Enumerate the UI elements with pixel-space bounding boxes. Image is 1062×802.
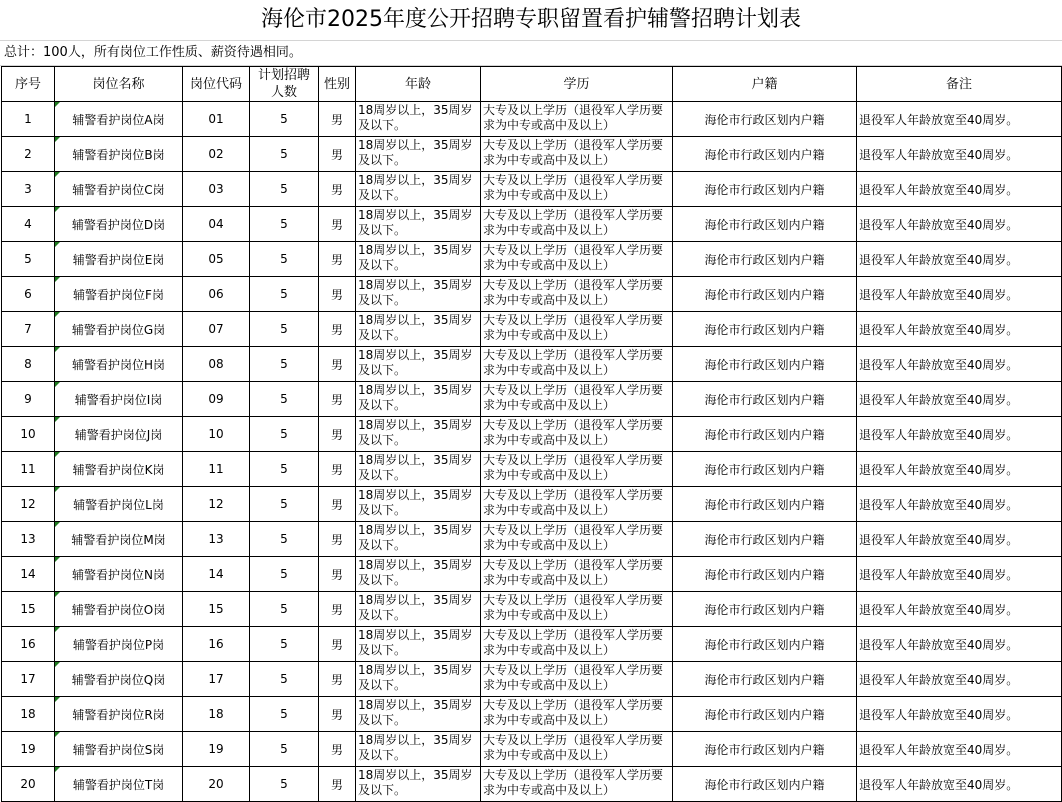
- row-number-cell[interactable]: 4: [2, 207, 55, 242]
- position-name-cell[interactable]: 辅警看护岗位K岗: [55, 452, 183, 487]
- row-number-cell[interactable]: 7: [2, 312, 55, 347]
- age-requirement-cell[interactable]: 18周岁以上，35周岁及以下。: [356, 347, 481, 382]
- gender-cell[interactable]: 男: [319, 522, 356, 557]
- position-name-cell[interactable]: 辅警看护岗位S岗: [55, 732, 183, 767]
- education-requirement-cell[interactable]: 大专及以上学历（退役军人学历要求为中专或高中及以上）: [481, 137, 673, 172]
- gender-cell[interactable]: 男: [319, 417, 356, 452]
- position-name-cell[interactable]: 辅警看护岗位D岗: [55, 207, 183, 242]
- planned-count-cell[interactable]: 5: [250, 627, 319, 662]
- row-number-cell[interactable]: 5: [2, 242, 55, 277]
- hukou-requirement-cell[interactable]: 海伦市行政区划内户籍: [673, 662, 857, 697]
- education-requirement-cell[interactable]: 大专及以上学历（退役军人学历要求为中专或高中及以上）: [481, 417, 673, 452]
- position-code-cell[interactable]: 08: [183, 347, 250, 382]
- hukou-requirement-cell[interactable]: 海伦市行政区划内户籍: [673, 382, 857, 417]
- gender-cell[interactable]: 男: [319, 487, 356, 522]
- table-row: [2, 347, 1062, 382]
- position-code-cell[interactable]: 05: [183, 242, 250, 277]
- hukou-requirement-cell[interactable]: 海伦市行政区划内户籍: [673, 767, 857, 802]
- age-requirement-cell[interactable]: 18周岁以上，35周岁及以下。: [356, 557, 481, 592]
- position-code-cell[interactable]: 06: [183, 277, 250, 312]
- note-cell[interactable]: 退役军人年龄放宽至40周岁。: [857, 697, 1062, 732]
- age-requirement-cell[interactable]: 18周岁以上，35周岁及以下。: [356, 312, 481, 347]
- table-row: [2, 172, 1062, 207]
- hukou-requirement-cell[interactable]: 海伦市行政区划内户籍: [673, 627, 857, 662]
- gender-cell[interactable]: 男: [319, 242, 356, 277]
- planned-count-cell[interactable]: 5: [250, 662, 319, 697]
- position-name-cell[interactable]: 辅警看护岗位E岗: [55, 242, 183, 277]
- note-cell[interactable]: 退役军人年龄放宽至40周岁。: [857, 627, 1062, 662]
- gender-cell[interactable]: 男: [319, 732, 356, 767]
- hukou-requirement-cell[interactable]: 海伦市行政区划内户籍: [673, 417, 857, 452]
- table-row: [2, 732, 1062, 767]
- planned-count-cell[interactable]: 5: [250, 312, 319, 347]
- row-number-cell[interactable]: 2: [2, 137, 55, 172]
- hukou-requirement-cell[interactable]: 海伦市行政区划内户籍: [673, 347, 857, 382]
- education-requirement-cell[interactable]: 大专及以上学历（退役军人学历要求为中专或高中及以上）: [481, 207, 673, 242]
- position-name-cell[interactable]: 辅警看护岗位P岗: [55, 627, 183, 662]
- education-requirement-cell[interactable]: 大专及以上学历（退役军人学历要求为中专或高中及以上）: [481, 312, 673, 347]
- gender-cell[interactable]: 男: [319, 767, 356, 802]
- hukou-requirement-cell[interactable]: 海伦市行政区划内户籍: [673, 102, 857, 137]
- education-requirement-cell[interactable]: 大专及以上学历（退役军人学历要求为中专或高中及以上）: [481, 592, 673, 627]
- note-cell[interactable]: 退役军人年龄放宽至40周岁。: [857, 242, 1062, 277]
- table-row: [2, 662, 1062, 697]
- age-requirement-cell[interactable]: 18周岁以上，35周岁及以下。: [356, 522, 481, 557]
- gender-cell[interactable]: 男: [319, 452, 356, 487]
- note-cell[interactable]: 退役军人年龄放宽至40周岁。: [857, 452, 1062, 487]
- position-name-cell[interactable]: 辅警看护岗位R岗: [55, 697, 183, 732]
- table-row: [2, 557, 1062, 592]
- row-number-cell[interactable]: 20: [2, 767, 55, 802]
- position-name-cell[interactable]: 辅警看护岗位L岗: [55, 487, 183, 522]
- position-name-cell[interactable]: 辅警看护岗位O岗: [55, 592, 183, 627]
- header-education[interactable]: 学历: [481, 67, 673, 102]
- header-note[interactable]: 备注: [857, 67, 1062, 102]
- age-requirement-cell[interactable]: 18周岁以上，35周岁及以下。: [356, 732, 481, 767]
- education-requirement-cell[interactable]: 大专及以上学历（退役军人学历要求为中专或高中及以上）: [481, 102, 673, 137]
- note-cell[interactable]: 退役军人年龄放宽至40周岁。: [857, 172, 1062, 207]
- education-requirement-cell[interactable]: 大专及以上学历（退役军人学历要求为中专或高中及以上）: [481, 732, 673, 767]
- education-requirement-cell[interactable]: 大专及以上学历（退役军人学历要求为中专或高中及以上）: [481, 627, 673, 662]
- education-requirement-cell[interactable]: 大专及以上学历（退役军人学历要求为中专或高中及以上）: [481, 242, 673, 277]
- age-requirement-cell[interactable]: 18周岁以上，35周岁及以下。: [356, 627, 481, 662]
- recruitment-table: [1, 66, 1062, 802]
- row-number-cell[interactable]: 10: [2, 417, 55, 452]
- header-gender[interactable]: 性别: [319, 67, 356, 102]
- note-cell[interactable]: 退役军人年龄放宽至40周岁。: [857, 592, 1062, 627]
- hukou-requirement-cell[interactable]: 海伦市行政区划内户籍: [673, 697, 857, 732]
- hukou-requirement-cell[interactable]: 海伦市行政区划内户籍: [673, 137, 857, 172]
- table-row: [2, 207, 1062, 242]
- position-name-cell[interactable]: 辅警看护岗位J岗: [55, 417, 183, 452]
- planned-count-cell[interactable]: 5: [250, 382, 319, 417]
- table-row: [2, 382, 1062, 417]
- position-code-cell[interactable]: 10: [183, 417, 250, 452]
- education-requirement-cell[interactable]: 大专及以上学历（退役军人学历要求为中专或高中及以上）: [481, 277, 673, 312]
- age-requirement-cell[interactable]: 18周岁以上，35周岁及以下。: [356, 487, 481, 522]
- education-requirement-cell[interactable]: 大专及以上学历（退役军人学历要求为中专或高中及以上）: [481, 172, 673, 207]
- position-name-cell[interactable]: 辅警看护岗位N岗: [55, 557, 183, 592]
- age-requirement-cell[interactable]: 18周岁以上，35周岁及以下。: [356, 172, 481, 207]
- hukou-requirement-cell[interactable]: 海伦市行政区划内户籍: [673, 242, 857, 277]
- planned-count-cell[interactable]: 5: [250, 207, 319, 242]
- age-requirement-cell[interactable]: 18周岁以上，35周岁及以下。: [356, 592, 481, 627]
- note-cell[interactable]: 退役军人年龄放宽至40周岁。: [857, 312, 1062, 347]
- table-row: [2, 767, 1062, 802]
- position-code-cell[interactable]: 04: [183, 207, 250, 242]
- age-requirement-cell[interactable]: 18周岁以上，35周岁及以下。: [356, 207, 481, 242]
- hukou-requirement-cell[interactable]: 海伦市行政区划内户籍: [673, 312, 857, 347]
- position-code-cell[interactable]: 09: [183, 382, 250, 417]
- planned-count-cell[interactable]: 5: [250, 697, 319, 732]
- note-cell[interactable]: 退役军人年龄放宽至40周岁。: [857, 522, 1062, 557]
- note-cell[interactable]: 退役军人年龄放宽至40周岁。: [857, 557, 1062, 592]
- gender-cell[interactable]: 男: [319, 557, 356, 592]
- gender-cell[interactable]: 男: [319, 172, 356, 207]
- header-no[interactable]: 序号: [2, 67, 55, 102]
- position-code-cell[interactable]: 20: [183, 767, 250, 802]
- row-number-cell[interactable]: 19: [2, 732, 55, 767]
- education-requirement-cell[interactable]: 大专及以上学历（退役军人学历要求为中专或高中及以上）: [481, 697, 673, 732]
- gender-cell[interactable]: 男: [319, 697, 356, 732]
- position-name-cell[interactable]: 辅警看护岗位G岗: [55, 312, 183, 347]
- education-requirement-cell[interactable]: 大专及以上学历（退役军人学历要求为中专或高中及以上）: [481, 382, 673, 417]
- note-cell[interactable]: 退役军人年龄放宽至40周岁。: [857, 207, 1062, 242]
- position-code-cell[interactable]: 11: [183, 452, 250, 487]
- position-code-cell[interactable]: 13: [183, 522, 250, 557]
- row-number-cell[interactable]: 11: [2, 452, 55, 487]
- hukou-requirement-cell[interactable]: 海伦市行政区划内户籍: [673, 522, 857, 557]
- gender-cell[interactable]: 男: [319, 277, 356, 312]
- hukou-requirement-cell[interactable]: 海伦市行政区划内户籍: [673, 172, 857, 207]
- age-requirement-cell[interactable]: 18周岁以上，35周岁及以下。: [356, 417, 481, 452]
- table-row: [2, 312, 1062, 347]
- row-number-cell[interactable]: 8: [2, 347, 55, 382]
- age-requirement-cell[interactable]: 18周岁以上，35周岁及以下。: [356, 382, 481, 417]
- position-code-cell[interactable]: 16: [183, 627, 250, 662]
- hukou-requirement-cell[interactable]: 海伦市行政区划内户籍: [673, 487, 857, 522]
- gender-cell[interactable]: 男: [319, 347, 356, 382]
- position-code-cell[interactable]: 01: [183, 102, 250, 137]
- row-number-cell[interactable]: 6: [2, 277, 55, 312]
- table-row: [2, 697, 1062, 732]
- row-number-cell[interactable]: 3: [2, 172, 55, 207]
- note-cell[interactable]: 退役军人年龄放宽至40周岁。: [857, 487, 1062, 522]
- note-cell[interactable]: 退役军人年龄放宽至40周岁。: [857, 277, 1062, 312]
- planned-count-cell[interactable]: 5: [250, 592, 319, 627]
- hukou-requirement-cell[interactable]: 海伦市行政区划内户籍: [673, 592, 857, 627]
- position-name-cell[interactable]: 辅警看护岗位A岗: [55, 102, 183, 137]
- header-position-name[interactable]: 岗位名称: [55, 67, 183, 102]
- row-number-cell[interactable]: 1: [2, 102, 55, 137]
- row-number-cell[interactable]: 13: [2, 522, 55, 557]
- position-code-cell[interactable]: 03: [183, 172, 250, 207]
- header-planned-count[interactable]: 计划招聘人数: [250, 67, 319, 102]
- hukou-requirement-cell[interactable]: 海伦市行政区划内户籍: [673, 557, 857, 592]
- note-cell[interactable]: 退役军人年龄放宽至40周岁。: [857, 347, 1062, 382]
- summary-text: 总计：100人，所有岗位工作性质、薪资待遇相同。: [0, 41, 1062, 66]
- position-code-cell[interactable]: 17: [183, 662, 250, 697]
- row-number-cell[interactable]: 17: [2, 662, 55, 697]
- planned-count-cell[interactable]: 5: [250, 242, 319, 277]
- page-title: 海伦市2025年度公开招聘专职留置看护辅警招聘计划表: [0, 0, 1062, 41]
- gender-cell[interactable]: 男: [319, 627, 356, 662]
- position-name-cell[interactable]: 辅警看护岗位F岗: [55, 277, 183, 312]
- table-row: [2, 522, 1062, 557]
- header-row: [2, 67, 1062, 102]
- education-requirement-cell[interactable]: 大专及以上学历（退役军人学历要求为中专或高中及以上）: [481, 662, 673, 697]
- age-requirement-cell[interactable]: 18周岁以上，35周岁及以下。: [356, 767, 481, 802]
- position-name-cell[interactable]: 辅警看护岗位Q岗: [55, 662, 183, 697]
- table-row: [2, 417, 1062, 452]
- note-cell[interactable]: 退役军人年龄放宽至40周岁。: [857, 732, 1062, 767]
- table-row: [2, 277, 1062, 312]
- planned-count-cell[interactable]: 5: [250, 767, 319, 802]
- age-requirement-cell[interactable]: 18周岁以上，35周岁及以下。: [356, 697, 481, 732]
- position-code-cell[interactable]: 12: [183, 487, 250, 522]
- table-row: [2, 102, 1062, 137]
- planned-count-cell[interactable]: 5: [250, 417, 319, 452]
- age-requirement-cell[interactable]: 18周岁以上，35周岁及以下。: [356, 662, 481, 697]
- position-name-cell[interactable]: 辅警看护岗位H岗: [55, 347, 183, 382]
- position-name-cell[interactable]: 辅警看护岗位M岗: [55, 522, 183, 557]
- note-cell[interactable]: 退役军人年龄放宽至40周岁。: [857, 767, 1062, 802]
- age-requirement-cell[interactable]: 18周岁以上，35周岁及以下。: [356, 242, 481, 277]
- position-name-cell[interactable]: 辅警看护岗位C岗: [55, 172, 183, 207]
- table-row: [2, 137, 1062, 172]
- age-requirement-cell[interactable]: 18周岁以上，35周岁及以下。: [356, 452, 481, 487]
- planned-count-cell[interactable]: 5: [250, 557, 319, 592]
- note-cell[interactable]: 退役军人年龄放宽至40周岁。: [857, 382, 1062, 417]
- gender-cell[interactable]: 男: [319, 207, 356, 242]
- header-position-code[interactable]: 岗位代码: [183, 67, 250, 102]
- gender-cell[interactable]: 男: [319, 312, 356, 347]
- gender-cell[interactable]: 男: [319, 382, 356, 417]
- education-requirement-cell[interactable]: 大专及以上学历（退役军人学历要求为中专或高中及以上）: [481, 347, 673, 382]
- note-cell[interactable]: 退役军人年龄放宽至40周岁。: [857, 662, 1062, 697]
- hukou-requirement-cell[interactable]: 海伦市行政区划内户籍: [673, 732, 857, 767]
- age-requirement-cell[interactable]: 18周岁以上，35周岁及以下。: [356, 102, 481, 137]
- education-requirement-cell[interactable]: 大专及以上学历（退役军人学历要求为中专或高中及以上）: [481, 452, 673, 487]
- table-row: [2, 627, 1062, 662]
- position-code-cell[interactable]: 18: [183, 697, 250, 732]
- planned-count-cell[interactable]: 5: [250, 522, 319, 557]
- planned-count-cell[interactable]: 5: [250, 172, 319, 207]
- planned-count-cell[interactable]: 5: [250, 732, 319, 767]
- position-name-cell[interactable]: 辅警看护岗位T岗: [55, 767, 183, 802]
- header-age[interactable]: 年龄: [356, 67, 481, 102]
- education-requirement-cell[interactable]: 大专及以上学历（退役军人学历要求为中专或高中及以上）: [481, 487, 673, 522]
- age-requirement-cell[interactable]: 18周岁以上，35周岁及以下。: [356, 277, 481, 312]
- hukou-requirement-cell[interactable]: 海伦市行政区划内户籍: [673, 207, 857, 242]
- row-number-cell[interactable]: 14: [2, 557, 55, 592]
- age-requirement-cell[interactable]: 18周岁以上，35周岁及以下。: [356, 137, 481, 172]
- table-row: [2, 487, 1062, 522]
- planned-count-cell[interactable]: 5: [250, 487, 319, 522]
- position-code-cell[interactable]: 07: [183, 312, 250, 347]
- education-requirement-cell[interactable]: 大专及以上学历（退役军人学历要求为中专或高中及以上）: [481, 557, 673, 592]
- position-code-cell[interactable]: 14: [183, 557, 250, 592]
- education-requirement-cell[interactable]: 大专及以上学历（退役军人学历要求为中专或高中及以上）: [481, 767, 673, 802]
- table-row: [2, 452, 1062, 487]
- planned-count-cell[interactable]: 5: [250, 452, 319, 487]
- gender-cell[interactable]: 男: [319, 102, 356, 137]
- position-name-cell[interactable]: 辅警看护岗位B岗: [55, 137, 183, 172]
- education-requirement-cell[interactable]: 大专及以上学历（退役军人学历要求为中专或高中及以上）: [481, 522, 673, 557]
- row-number-cell[interactable]: 12: [2, 487, 55, 522]
- table-row: [2, 242, 1062, 277]
- note-cell[interactable]: 退役军人年龄放宽至40周岁。: [857, 102, 1062, 137]
- planned-count-cell[interactable]: 5: [250, 137, 319, 172]
- row-number-cell[interactable]: 9: [2, 382, 55, 417]
- row-number-cell[interactable]: 18: [2, 697, 55, 732]
- planned-count-cell[interactable]: 5: [250, 102, 319, 137]
- position-name-cell[interactable]: 辅警看护岗位I岗: [55, 382, 183, 417]
- row-number-cell[interactable]: 16: [2, 627, 55, 662]
- note-cell[interactable]: 退役军人年龄放宽至40周岁。: [857, 417, 1062, 452]
- position-code-cell[interactable]: 15: [183, 592, 250, 627]
- gender-cell[interactable]: 男: [319, 662, 356, 697]
- planned-count-cell[interactable]: 5: [250, 277, 319, 312]
- hukou-requirement-cell[interactable]: 海伦市行政区划内户籍: [673, 277, 857, 312]
- gender-cell[interactable]: 男: [319, 137, 356, 172]
- row-number-cell[interactable]: 15: [2, 592, 55, 627]
- planned-count-cell[interactable]: 5: [250, 347, 319, 382]
- note-cell[interactable]: 退役军人年龄放宽至40周岁。: [857, 137, 1062, 172]
- table-row: [2, 592, 1062, 627]
- header-hukou[interactable]: 户籍: [673, 67, 857, 102]
- hukou-requirement-cell[interactable]: 海伦市行政区划内户籍: [673, 452, 857, 487]
- position-code-cell[interactable]: 19: [183, 732, 250, 767]
- position-code-cell[interactable]: 02: [183, 137, 250, 172]
- gender-cell[interactable]: 男: [319, 592, 356, 627]
